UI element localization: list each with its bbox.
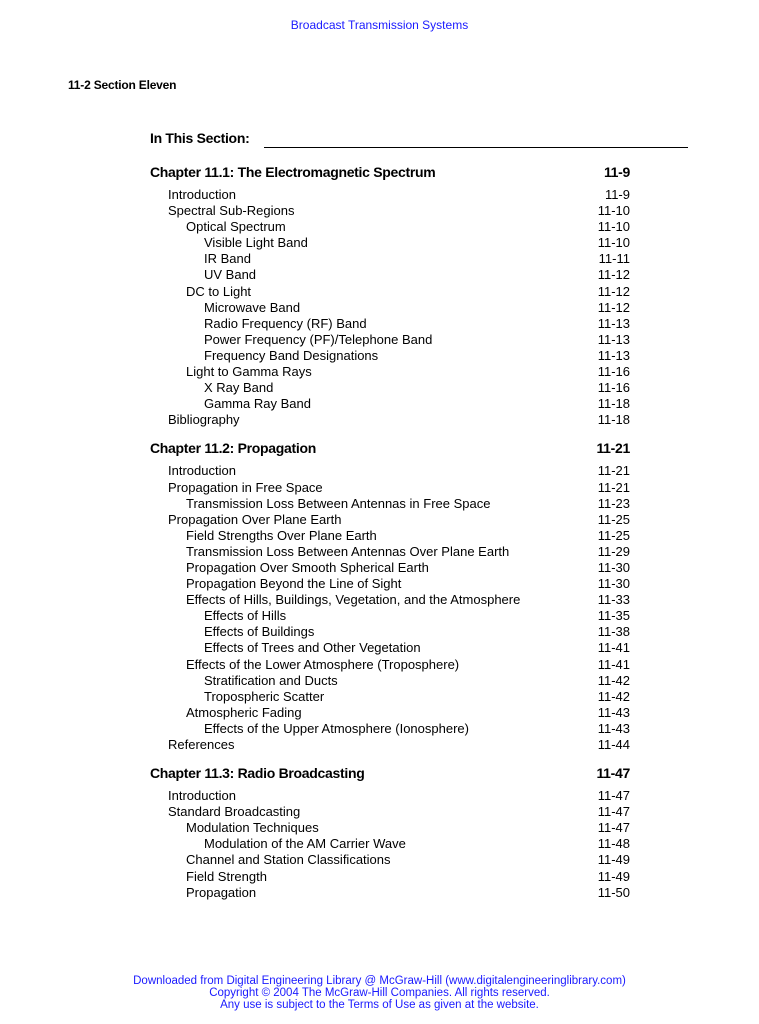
toc-entry-page: 11-23 xyxy=(597,495,630,511)
toc-entry-label: Gamma Ray Band xyxy=(204,396,311,412)
toc-entry-page: 11-10 xyxy=(597,219,630,235)
toc-entry-page: 11-38 xyxy=(597,624,630,640)
footer-copyright: Copyright © 2004 The McGraw-Hill Companies. All rights reserved. xyxy=(209,986,550,999)
toc-entry-label: Bibliography xyxy=(168,412,240,428)
toc-entry[interactable] xyxy=(150,480,630,496)
toc-entry[interactable] xyxy=(150,869,630,885)
toc-entry-label: X Ray Band xyxy=(204,380,274,396)
table-of-contents xyxy=(150,164,630,913)
toc-entry-label: Modulation of the AM Carrier Wave xyxy=(204,836,406,852)
toc-entry-label: Effects of Trees and Other Vegetation xyxy=(204,640,421,656)
toc-entry[interactable] xyxy=(150,284,630,300)
toc-entry-page: 11-18 xyxy=(597,412,630,428)
toc-entry-page: 11-13 xyxy=(597,347,630,363)
toc-entry-page: 11-12 xyxy=(597,267,630,283)
toc-entry-page: 11-25 xyxy=(597,527,630,543)
toc-entry-label: Field Strengths Over Plane Earth xyxy=(186,527,377,543)
toc-entry-page: 11-18 xyxy=(597,396,630,412)
toc-entry[interactable] xyxy=(150,721,630,737)
toc-entry-label: Effects of Hills xyxy=(204,608,287,624)
in-this-section-heading: In This Section: xyxy=(150,130,250,146)
chapter-title: Chapter 11.3: Radio Broadcasting xyxy=(150,765,365,782)
toc-entry-label: Effects of Hills, Buildings, Vegetation, and the Atmosphere xyxy=(186,592,521,608)
toc-entry-label: Light to Gamma Rays xyxy=(186,364,312,380)
toc-entry-label: Transmission Loss Between Antennas Over Plane Earth xyxy=(186,543,510,559)
toc-entry-page: 11-16 xyxy=(597,364,630,380)
toc-entry-label: UV Band xyxy=(204,267,257,283)
toc-entry-label: Modulation Techniques xyxy=(186,820,319,836)
toc-entry-page: 11-49 xyxy=(597,868,630,884)
toc-entry[interactable] xyxy=(150,885,630,901)
toc-entry[interactable] xyxy=(150,804,630,820)
toc-entry-page: 11-42 xyxy=(597,672,630,688)
toc-entry-label: Introduction xyxy=(168,463,236,479)
toc-entry-page: 11-49 xyxy=(597,852,630,868)
toc-entry-page: 11-30 xyxy=(597,576,630,592)
toc-entry-page: 11-30 xyxy=(597,559,630,575)
heading-rule xyxy=(264,147,688,148)
toc-entry-page: 11-35 xyxy=(597,608,630,624)
toc-entry-page: 11-44 xyxy=(597,737,630,752)
toc-entry-page: 11-10 xyxy=(597,235,630,251)
toc-entry-page: 11-47 xyxy=(597,820,630,836)
toc-entry-label: Channel and Station Classifications xyxy=(186,852,391,868)
toc-entry-label: Propagation Over Plane Earth xyxy=(168,511,342,527)
toc-entry-label: Field Strength xyxy=(186,868,267,884)
toc-entry[interactable] xyxy=(150,673,630,689)
toc-entry-page: 11-11 xyxy=(598,251,630,267)
toc-entry[interactable] xyxy=(150,788,630,804)
toc-entry[interactable] xyxy=(150,820,630,836)
toc-entry[interactable] xyxy=(150,737,630,753)
toc-entry[interactable] xyxy=(150,235,630,251)
toc-entry-label: Propagation Over Smooth Spherical Earth xyxy=(186,559,429,575)
toc-entry-label: IR Band xyxy=(204,251,251,267)
toc-entry[interactable] xyxy=(150,348,630,364)
toc-entry[interactable] xyxy=(150,396,630,412)
chapter-block xyxy=(150,164,630,428)
toc-entry-page: 11-10 xyxy=(597,203,630,219)
toc-entry[interactable] xyxy=(150,852,630,868)
toc-entry-page: 11-21 xyxy=(597,479,630,495)
toc-entry[interactable] xyxy=(150,203,630,219)
toc-entry-page: 11-13 xyxy=(597,315,630,331)
toc-entry[interactable] xyxy=(150,640,630,656)
toc-entry-label: Microwave Band xyxy=(204,299,301,315)
toc-entry[interactable] xyxy=(150,624,630,640)
toc-entry-label: Propagation Beyond the Line of Sight xyxy=(186,576,402,592)
toc-entry-label: Propagation in Free Space xyxy=(168,479,323,495)
toc-entry-label: Transmission Loss Between Antennas in Free Space xyxy=(186,495,491,511)
toc-entry[interactable] xyxy=(150,608,630,624)
toc-entry-page: 11-47 xyxy=(597,804,630,820)
header-link[interactable]: Broadcast Transmission Systems xyxy=(290,18,469,32)
toc-entry[interactable] xyxy=(150,219,630,235)
toc-entry-page: 11-43 xyxy=(597,704,630,720)
toc-entry-page: 11-16 xyxy=(597,380,630,396)
toc-entry[interactable] xyxy=(150,528,630,544)
toc-entry-page: 11-21 xyxy=(597,463,630,479)
toc-entry-label: Frequency Band Designations xyxy=(204,347,379,363)
toc-entry-label: Introduction xyxy=(168,187,236,202)
section-label: 11-2 Section Eleven xyxy=(68,78,177,92)
chapter-page: 11-21 xyxy=(596,440,630,457)
toc-entry-label: DC to Light xyxy=(186,283,252,299)
toc-entry-page: 11-47 xyxy=(597,788,630,804)
toc-entry[interactable] xyxy=(150,300,630,316)
toc-entry-label: Radio Frequency (RF) Band xyxy=(204,315,367,331)
chapter-heading[interactable] xyxy=(150,440,630,463)
toc-entry-label: Effects of the Upper Atmosphere (Ionosphere) xyxy=(204,720,469,736)
toc-entry[interactable] xyxy=(150,463,630,479)
toc-entry[interactable] xyxy=(150,576,630,592)
toc-entry-label: Stratification and Ducts xyxy=(204,672,338,688)
toc-entry-label: Spectral Sub-Regions xyxy=(168,203,295,219)
chapter-heading[interactable] xyxy=(150,765,630,788)
toc-entry[interactable] xyxy=(150,316,630,332)
toc-entry[interactable] xyxy=(150,267,630,283)
toc-entry[interactable] xyxy=(150,412,630,428)
chapter-block xyxy=(150,440,630,753)
chapter-block xyxy=(150,765,630,901)
toc-entry-label: Tropospheric Scatter xyxy=(204,688,325,704)
toc-entry[interactable] xyxy=(150,512,630,528)
toc-entry[interactable] xyxy=(150,187,630,203)
toc-entry[interactable] xyxy=(150,251,630,267)
toc-entry-page: 11-12 xyxy=(597,299,630,315)
toc-entry-page: 11-43 xyxy=(597,720,630,736)
chapter-page: 11-47 xyxy=(596,765,630,782)
chapter-title: Chapter 11.2: Propagation xyxy=(150,440,316,457)
toc-entry[interactable] xyxy=(150,544,630,560)
footer-download-link[interactable]: Downloaded from Digital Engineering Library @ McGraw-Hill (www.digitalengineeringlibrary.com) xyxy=(133,975,626,987)
toc-entry[interactable] xyxy=(150,332,630,348)
chapter-heading[interactable] xyxy=(150,164,630,187)
toc-entry-label: References xyxy=(168,737,235,752)
toc-entry-page: 11-50 xyxy=(597,884,630,900)
toc-entry[interactable] xyxy=(150,380,630,396)
toc-entry[interactable] xyxy=(150,836,630,852)
toc-entry-label: Effects of Buildings xyxy=(204,624,315,640)
toc-entry[interactable] xyxy=(150,364,630,380)
footer-terms-link[interactable]: Any use is subject to the Terms of Use as given at the website. xyxy=(220,998,539,1011)
toc-entry-page: 11-9 xyxy=(604,187,630,202)
toc-entry-label: Optical Spectrum xyxy=(186,219,286,235)
toc-entry[interactable] xyxy=(150,705,630,721)
toc-entry-page: 11-12 xyxy=(597,283,630,299)
toc-entry-label: Atmospheric Fading xyxy=(186,704,302,720)
chapter-page: 11-9 xyxy=(603,164,630,180)
toc-entry[interactable] xyxy=(150,657,630,673)
toc-entry-label: Power Frequency (PF)/Telephone Band xyxy=(204,331,433,347)
toc-entry-page: 11-25 xyxy=(597,511,630,527)
toc-entry-label: Effects of the Lower Atmosphere (Troposphere) xyxy=(186,656,460,672)
toc-entry-page: 11-42 xyxy=(597,688,630,704)
toc-entry-page: 11-13 xyxy=(597,331,630,347)
toc-entry-label: Propagation xyxy=(186,884,257,900)
toc-entry-label: Standard Broadcasting xyxy=(168,804,301,820)
toc-entry-page: 11-33 xyxy=(597,592,630,608)
footer xyxy=(0,976,759,1011)
toc-entry[interactable] xyxy=(150,689,630,705)
toc-entry-page: 11-48 xyxy=(597,836,630,852)
toc-entry-label: Visible Light Band xyxy=(204,235,308,251)
toc-entry[interactable] xyxy=(150,560,630,576)
toc-entry-label: Introduction xyxy=(168,788,236,804)
toc-entry-page: 11-29 xyxy=(597,543,630,559)
toc-entry[interactable] xyxy=(150,496,630,512)
toc-entry-page: 11-41 xyxy=(597,640,630,656)
chapter-title: Chapter 11.1: The Electromagnetic Spectrum xyxy=(150,164,436,180)
toc-entry-page: 11-41 xyxy=(597,656,630,672)
toc-entry[interactable] xyxy=(150,592,630,608)
